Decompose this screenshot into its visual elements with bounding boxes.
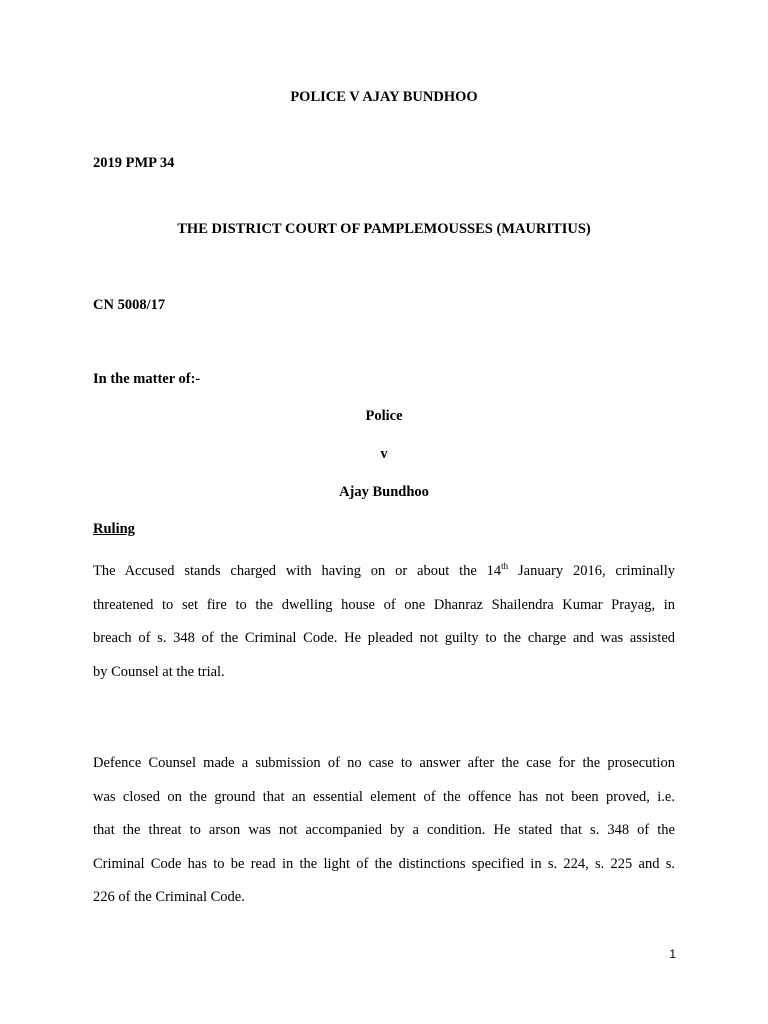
section-heading-ruling: Ruling — [93, 521, 135, 537]
paragraph-line: Defence Counsel made a submission of no case to answer after the case for the prosecution — [93, 755, 675, 771]
paragraph-line: threatened to set fire to the dwelling house of one Dhanraz Shailendra Kumar Prayag, in — [93, 596, 675, 613]
case-number: CN 5008/17 — [93, 297, 166, 313]
citation: 2019 PMP 34 — [93, 155, 175, 171]
paragraph-submission — [93, 747, 675, 915]
paragraph-line: 226 of the Criminal Code. — [93, 889, 245, 905]
paragraph-text: The Accused stands charged with having on or about the 14 — [93, 563, 502, 579]
party-prosecution: Police — [365, 408, 403, 424]
paragraph-line: that the threat to arson was not accompanied by a condition. He stated that s. 348 of the — [93, 822, 675, 838]
paragraph-line: was closed on the ground that an essential element of the offence has not been proved, i.e. — [93, 788, 675, 805]
matter-intro: In the matter of:- — [93, 371, 201, 387]
paragraph-line — [93, 555, 675, 589]
versus: v — [380, 446, 388, 462]
page-number: 1 — [669, 947, 676, 961]
court-name: THE DISTRICT COURT OF PAMPLEMOUSSES (MAURITIUS) — [177, 221, 591, 237]
paragraph-line: by Counsel at the trial. — [93, 663, 225, 680]
paragraph-charge — [93, 555, 675, 689]
party-accused: Ajay Bundhoo — [339, 484, 429, 500]
case-title: POLICE V AJAY BUNDHOO — [290, 89, 478, 105]
paragraph-text: January 2016, criminally — [508, 563, 675, 579]
ordinal-suffix: th — [501, 561, 509, 572]
paragraph-line: Criminal Code has to be read in the light of the distinctions specified in s. 224, s. 225 and s. — [93, 855, 675, 872]
paragraph-line: breach of s. 348 of the Criminal Code. He pleaded not guilty to the charge and was assisted — [93, 630, 675, 646]
